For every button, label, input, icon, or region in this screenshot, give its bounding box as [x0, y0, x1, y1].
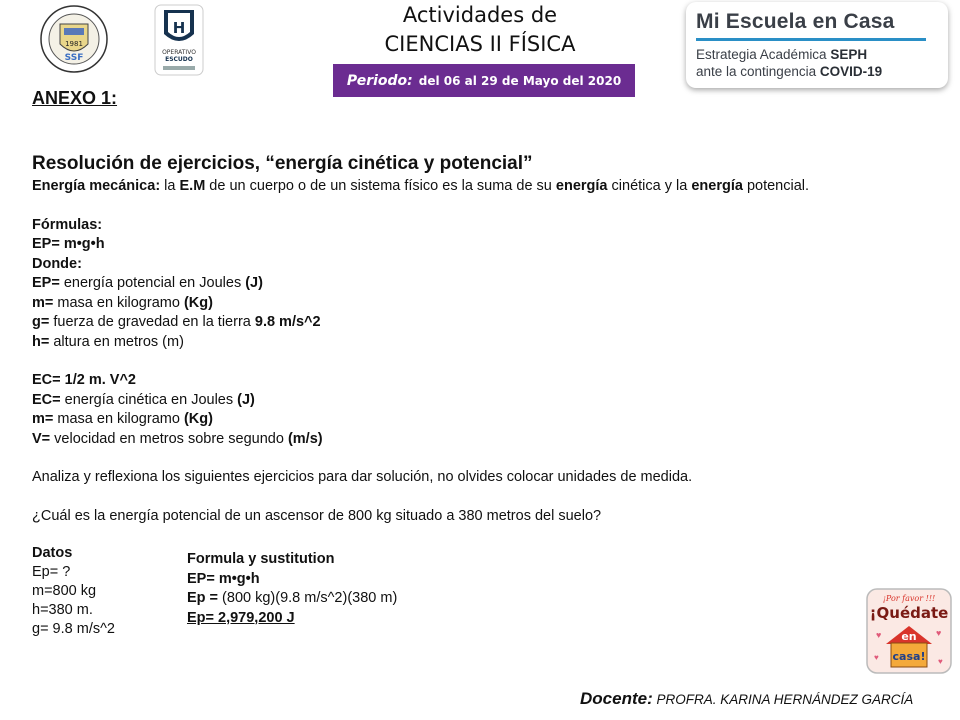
svg-text:en: en — [901, 630, 917, 643]
mec-line-2: Estrategia Académica SEPH — [696, 47, 868, 62]
ep-definition: EP= energía potencial en Joules (J) — [32, 275, 263, 291]
formula-substitution: Ep = (800 kg)(9.8 m/s^2)(380 m) — [187, 590, 398, 606]
donde-label: Donde: — [32, 255, 82, 272]
svg-text:♥: ♥ — [876, 630, 882, 640]
mass-definition-2: m= masa en kilogramo (Kg) — [32, 411, 213, 427]
datos-item: Ep= ? — [32, 564, 71, 580]
svg-text:1981: 1981 — [65, 40, 83, 48]
mechanical-energy-definition: Energía mecánica: la E.M de un cuerpo o de un sistema físico es la suma de su energía cinética y la energía potencial. — [32, 178, 810, 194]
svg-text:♥: ♥ — [938, 657, 943, 666]
datos-item: g= 9.8 m/s^2 — [32, 621, 115, 637]
mec-accent-bar — [696, 38, 926, 41]
datos-item: m=800 kg — [32, 583, 97, 599]
anexo-heading: ANEXO 1: — [32, 88, 118, 108]
gravity-definition: g= fuerza de gravedad en la tierra 9.8 m/s^2 — [32, 314, 321, 330]
formula-block — [187, 550, 397, 628]
height-definition: h= altura en metros (m) — [32, 333, 184, 350]
svg-text:♥: ♥ — [936, 628, 942, 638]
formula-equation: EP= m•g•h — [187, 570, 260, 587]
mec-title: Mi Escuela en Casa — [696, 10, 895, 33]
datos-block — [32, 544, 115, 639]
docente-name: PROFRA. KARINA HERNÁNDEZ GARCÍA — [656, 692, 914, 707]
svg-text:¡Por favor !!!: ¡Por favor !!! — [882, 594, 936, 603]
velocity-definition: V= velocidad en metros sobre segundo (m/s) — [32, 430, 323, 447]
svg-text:♥: ♥ — [874, 653, 879, 662]
formula-result: Ep= 2,979,200 J — [187, 609, 295, 626]
svg-text:¡Quédate: ¡Quédate — [869, 604, 949, 622]
svg-text:H: H — [172, 19, 186, 37]
svg-text:SSF: SSF — [64, 53, 84, 63]
question-text: ¿Cuál es la energía potencial de un ascensor de 800 kg situado a 380 metros del suelo? — [32, 507, 602, 524]
formula-label: Formula y sustitution — [187, 551, 335, 567]
mec-line-3: ante la contingencia COVID-19 — [696, 64, 883, 79]
svg-text:ESCUDO: ESCUDO — [165, 56, 193, 63]
docente-signature — [580, 689, 913, 709]
document-title — [320, 2, 640, 60]
ec-definition: EC= energía cinética en Joules (J) — [32, 391, 255, 408]
ep-formula: EP= m•g•h — [32, 236, 105, 252]
mi-escuela-en-casa-badge — [686, 2, 948, 88]
docente-label: Docente: — [580, 689, 653, 708]
operativo-escudo-logo — [154, 4, 204, 76]
datos-label: Datos — [32, 545, 73, 561]
exercise-heading: Resolución de ejercicios, “energía cinética y potencial” — [32, 153, 533, 174]
formulas-label: Fórmulas: — [32, 216, 103, 233]
svg-text:casa!: casa! — [892, 650, 926, 663]
quedate-en-casa-sticker — [866, 588, 952, 674]
ec-formula: EC= 1/2 m. V^2 — [32, 372, 136, 388]
school-crest-logo — [38, 4, 110, 74]
title-line-1: Actividades de — [402, 3, 558, 27]
main-content — [32, 151, 932, 526]
periodo-banner — [333, 64, 635, 97]
periodo-label: Periodo: — [346, 72, 413, 89]
instruction-text: Analiza y reflexiona los siguientes ejercicios para dar solución, no olvides colocar unidades de medida. — [32, 469, 693, 485]
svg-text:OPERATIVO: OPERATIVO — [162, 49, 196, 56]
datos-item: h=380 m. — [32, 602, 93, 618]
periodo-value: del 06 al 29 de Mayo del 2020 — [418, 73, 622, 88]
title-line-2: CIENCIAS II FÍSICA — [384, 32, 576, 56]
mass-definition: m= masa en kilogramo (Kg) — [32, 294, 213, 311]
